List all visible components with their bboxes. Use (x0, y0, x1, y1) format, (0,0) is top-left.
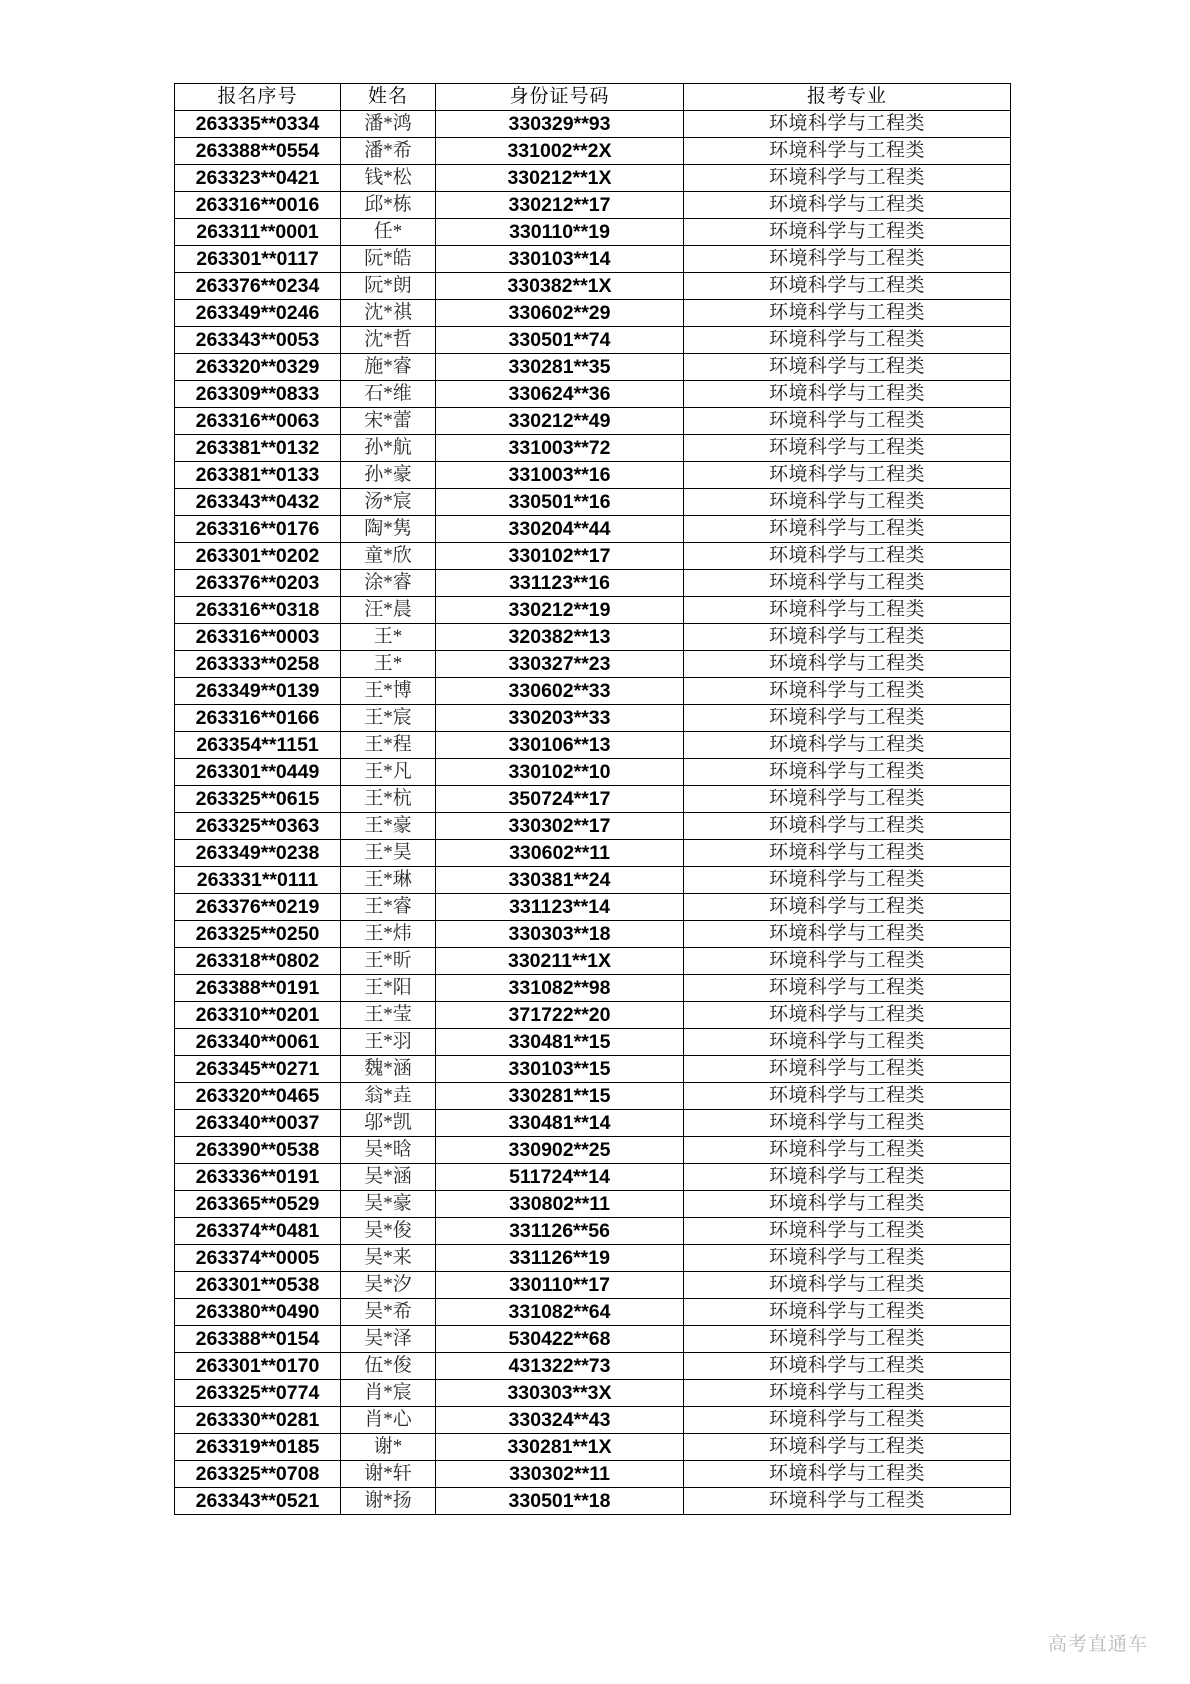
cell-seq: 263309**0833 (175, 381, 341, 408)
cell-name: 施*睿 (341, 354, 436, 381)
cell-name: 王*杭 (341, 786, 436, 813)
cell-seq: 263340**0037 (175, 1110, 341, 1137)
table-row (175, 300, 1011, 327)
table-row (175, 570, 1011, 597)
cell-seq: 263388**0191 (175, 975, 341, 1002)
cell-seq: 263331**0111 (175, 867, 341, 894)
cell-idno: 330902**25 (436, 1137, 684, 1164)
table-row (175, 1434, 1011, 1461)
table-row (175, 1191, 1011, 1218)
cell-major: 环境科学与工程类 (684, 1461, 1011, 1488)
cell-seq: 263380**0490 (175, 1299, 341, 1326)
cell-seq: 263320**0329 (175, 354, 341, 381)
cell-idno: 330203**33 (436, 705, 684, 732)
cell-name: 邬*凯 (341, 1110, 436, 1137)
table-row (175, 165, 1011, 192)
cell-seq: 263316**0003 (175, 624, 341, 651)
cell-major: 环境科学与工程类 (684, 651, 1011, 678)
cell-seq: 263374**0481 (175, 1218, 341, 1245)
table-row (175, 138, 1011, 165)
cell-seq: 263316**0016 (175, 192, 341, 219)
table-row (175, 597, 1011, 624)
cell-seq: 263301**0170 (175, 1353, 341, 1380)
cell-idno: 330204**44 (436, 516, 684, 543)
cell-idno: 330212**19 (436, 597, 684, 624)
table-row (175, 408, 1011, 435)
cell-seq: 263388**0554 (175, 138, 341, 165)
cell-name: 汪*晨 (341, 597, 436, 624)
cell-seq: 263390**0538 (175, 1137, 341, 1164)
cell-seq: 263301**0202 (175, 543, 341, 570)
column-header-seq: 报名序号 (175, 84, 341, 111)
cell-idno: 330624**36 (436, 381, 684, 408)
cell-major: 环境科学与工程类 (684, 192, 1011, 219)
cell-seq: 263316**0318 (175, 597, 341, 624)
cell-seq: 263381**0132 (175, 435, 341, 462)
table-row (175, 1002, 1011, 1029)
cell-idno: 330382**1X (436, 273, 684, 300)
cell-name: 王*阳 (341, 975, 436, 1002)
cell-major: 环境科学与工程类 (684, 381, 1011, 408)
cell-name: 潘*鸿 (341, 111, 436, 138)
cell-major: 环境科学与工程类 (684, 1191, 1011, 1218)
cell-major: 环境科学与工程类 (684, 1488, 1011, 1515)
cell-major: 环境科学与工程类 (684, 462, 1011, 489)
cell-name: 王*程 (341, 732, 436, 759)
cell-major: 环境科学与工程类 (684, 138, 1011, 165)
cell-seq: 263336**0191 (175, 1164, 341, 1191)
cell-seq: 263311**0001 (175, 219, 341, 246)
cell-major: 环境科学与工程类 (684, 408, 1011, 435)
table-row (175, 1488, 1011, 1515)
cell-name: 吴*来 (341, 1245, 436, 1272)
cell-idno: 330327**23 (436, 651, 684, 678)
cell-name: 孙*航 (341, 435, 436, 462)
cell-major: 环境科学与工程类 (684, 516, 1011, 543)
table-row (175, 192, 1011, 219)
cell-seq: 263376**0234 (175, 273, 341, 300)
cell-idno: 331082**98 (436, 975, 684, 1002)
cell-name: 肖*宸 (341, 1380, 436, 1407)
cell-major: 环境科学与工程类 (684, 1434, 1011, 1461)
cell-major: 环境科学与工程类 (684, 1110, 1011, 1137)
table-row (175, 1380, 1011, 1407)
cell-major: 环境科学与工程类 (684, 1407, 1011, 1434)
cell-name: 石*维 (341, 381, 436, 408)
cell-idno: 320382**13 (436, 624, 684, 651)
cell-major: 环境科学与工程类 (684, 1056, 1011, 1083)
cell-idno: 330212**17 (436, 192, 684, 219)
cell-seq: 263323**0421 (175, 165, 341, 192)
table-row (175, 867, 1011, 894)
cell-name: 王*昊 (341, 840, 436, 867)
cell-major: 环境科学与工程类 (684, 1299, 1011, 1326)
cell-major: 环境科学与工程类 (684, 570, 1011, 597)
table-row (175, 516, 1011, 543)
cell-seq: 263335**0334 (175, 111, 341, 138)
table-row (175, 1029, 1011, 1056)
table-row (175, 246, 1011, 273)
table-row (175, 273, 1011, 300)
cell-name: 涂*睿 (341, 570, 436, 597)
cell-seq: 263319**0185 (175, 1434, 341, 1461)
table-row (175, 921, 1011, 948)
cell-major: 环境科学与工程类 (684, 300, 1011, 327)
cell-name: 宋*蕾 (341, 408, 436, 435)
cell-idno: 330303**3X (436, 1380, 684, 1407)
cell-major: 环境科学与工程类 (684, 1029, 1011, 1056)
cell-major: 环境科学与工程类 (684, 327, 1011, 354)
table-row (175, 381, 1011, 408)
cell-idno: 330481**14 (436, 1110, 684, 1137)
cell-major: 环境科学与工程类 (684, 354, 1011, 381)
cell-major: 环境科学与工程类 (684, 543, 1011, 570)
cell-name: 魏*涵 (341, 1056, 436, 1083)
cell-name: 吴*晗 (341, 1137, 436, 1164)
cell-idno: 331002**2X (436, 138, 684, 165)
cell-name: 谢* (341, 1434, 436, 1461)
cell-idno: 330602**29 (436, 300, 684, 327)
cell-idno: 330281**35 (436, 354, 684, 381)
table-row (175, 894, 1011, 921)
cell-seq: 263301**0449 (175, 759, 341, 786)
table-row (175, 624, 1011, 651)
cell-seq: 263316**0063 (175, 408, 341, 435)
cell-seq: 263333**0258 (175, 651, 341, 678)
cell-idno: 330102**10 (436, 759, 684, 786)
table-row (175, 1299, 1011, 1326)
cell-name: 肖*心 (341, 1407, 436, 1434)
cell-idno: 331126**56 (436, 1218, 684, 1245)
cell-idno: 331126**19 (436, 1245, 684, 1272)
cell-idno: 330302**17 (436, 813, 684, 840)
cell-name: 吴*涵 (341, 1164, 436, 1191)
watermark: 高考直通车 (1047, 1633, 1148, 1655)
cell-idno: 330602**11 (436, 840, 684, 867)
cell-seq: 263343**0521 (175, 1488, 341, 1515)
cell-name: 王*博 (341, 678, 436, 705)
roster-table-container (174, 83, 1010, 1515)
cell-major: 环境科学与工程类 (684, 813, 1011, 840)
cell-seq: 263340**0061 (175, 1029, 341, 1056)
cell-seq: 263345**0271 (175, 1056, 341, 1083)
table-row (175, 1272, 1011, 1299)
cell-name: 阮*朗 (341, 273, 436, 300)
table-row (175, 705, 1011, 732)
cell-idno: 330103**14 (436, 246, 684, 273)
table-row (175, 1137, 1011, 1164)
cell-seq: 263301**0117 (175, 246, 341, 273)
cell-major: 环境科学与工程类 (684, 1272, 1011, 1299)
column-header-idno: 身份证号码 (436, 84, 684, 111)
cell-idno: 330110**19 (436, 219, 684, 246)
cell-name: 潘*希 (341, 138, 436, 165)
column-header-major: 报考专业 (684, 84, 1011, 111)
cell-idno: 330329**93 (436, 111, 684, 138)
cell-idno: 330501**74 (436, 327, 684, 354)
cell-name: 吴*希 (341, 1299, 436, 1326)
cell-name: 伍*俊 (341, 1353, 436, 1380)
cell-seq: 263320**0465 (175, 1083, 341, 1110)
cell-name: 翁*垚 (341, 1083, 436, 1110)
table-row (175, 786, 1011, 813)
cell-major: 环境科学与工程类 (684, 597, 1011, 624)
table-row (175, 759, 1011, 786)
cell-major: 环境科学与工程类 (684, 1326, 1011, 1353)
table-row (175, 1326, 1011, 1353)
table-row (175, 435, 1011, 462)
table-row (175, 1353, 1011, 1380)
cell-name: 吴*俊 (341, 1218, 436, 1245)
cell-idno: 371722**20 (436, 1002, 684, 1029)
table-row (175, 1245, 1011, 1272)
cell-name: 王*昕 (341, 948, 436, 975)
cell-major: 环境科学与工程类 (684, 705, 1011, 732)
cell-name: 王*豪 (341, 813, 436, 840)
table-row (175, 1461, 1011, 1488)
cell-idno: 330211**1X (436, 948, 684, 975)
cell-seq: 263349**0139 (175, 678, 341, 705)
table-row (175, 1407, 1011, 1434)
cell-idno: 350724**17 (436, 786, 684, 813)
cell-name: 王*炜 (341, 921, 436, 948)
cell-seq: 263316**0166 (175, 705, 341, 732)
cell-name: 沈*哲 (341, 327, 436, 354)
cell-name: 沈*祺 (341, 300, 436, 327)
cell-major: 环境科学与工程类 (684, 894, 1011, 921)
cell-seq: 263349**0246 (175, 300, 341, 327)
cell-major: 环境科学与工程类 (684, 948, 1011, 975)
cell-major: 环境科学与工程类 (684, 840, 1011, 867)
cell-major: 环境科学与工程类 (684, 435, 1011, 462)
cell-name: 王*琳 (341, 867, 436, 894)
cell-major: 环境科学与工程类 (684, 246, 1011, 273)
cell-seq: 263376**0203 (175, 570, 341, 597)
cell-seq: 263374**0005 (175, 1245, 341, 1272)
cell-major: 环境科学与工程类 (684, 165, 1011, 192)
cell-idno: 330481**15 (436, 1029, 684, 1056)
cell-name: 钱*松 (341, 165, 436, 192)
table-row (175, 1056, 1011, 1083)
cell-idno: 330281**15 (436, 1083, 684, 1110)
cell-seq: 263381**0133 (175, 462, 341, 489)
cell-major: 环境科学与工程类 (684, 1353, 1011, 1380)
cell-name: 王*凡 (341, 759, 436, 786)
cell-idno: 330324**43 (436, 1407, 684, 1434)
cell-idno: 330110**17 (436, 1272, 684, 1299)
cell-idno: 331123**16 (436, 570, 684, 597)
cell-idno: 330212**1X (436, 165, 684, 192)
table-row (175, 948, 1011, 975)
table-row (175, 813, 1011, 840)
cell-major: 环境科学与工程类 (684, 1083, 1011, 1110)
cell-name: 谢*扬 (341, 1488, 436, 1515)
cell-idno: 530422**68 (436, 1326, 684, 1353)
table-row (175, 678, 1011, 705)
cell-name: 王*宸 (341, 705, 436, 732)
table-row (175, 219, 1011, 246)
cell-seq: 263301**0538 (175, 1272, 341, 1299)
cell-idno: 330303**18 (436, 921, 684, 948)
cell-name: 谢*轩 (341, 1461, 436, 1488)
cell-idno: 330602**33 (436, 678, 684, 705)
cell-major: 环境科学与工程类 (684, 1002, 1011, 1029)
table-row (175, 732, 1011, 759)
table-row (175, 327, 1011, 354)
table-header-row (175, 84, 1011, 111)
cell-name: 孙*豪 (341, 462, 436, 489)
cell-major: 环境科学与工程类 (684, 1218, 1011, 1245)
roster-table (174, 83, 1011, 1515)
cell-name: 吴*豪 (341, 1191, 436, 1218)
cell-idno: 330501**18 (436, 1488, 684, 1515)
cell-idno: 330102**17 (436, 543, 684, 570)
cell-major: 环境科学与工程类 (684, 1380, 1011, 1407)
cell-seq: 263325**0250 (175, 921, 341, 948)
cell-major: 环境科学与工程类 (684, 273, 1011, 300)
cell-name: 吴*泽 (341, 1326, 436, 1353)
cell-idno: 330501**16 (436, 489, 684, 516)
cell-major: 环境科学与工程类 (684, 1137, 1011, 1164)
cell-seq: 263330**0281 (175, 1407, 341, 1434)
cell-name: 王* (341, 624, 436, 651)
cell-name: 邱*栋 (341, 192, 436, 219)
table-row (175, 489, 1011, 516)
cell-major: 环境科学与工程类 (684, 975, 1011, 1002)
cell-name: 吴*汐 (341, 1272, 436, 1299)
cell-seq: 263343**0053 (175, 327, 341, 354)
table-row (175, 543, 1011, 570)
cell-name: 王*羽 (341, 1029, 436, 1056)
table-header (175, 84, 1011, 111)
cell-major: 环境科学与工程类 (684, 921, 1011, 948)
cell-idno: 330212**49 (436, 408, 684, 435)
cell-name: 王*睿 (341, 894, 436, 921)
cell-idno: 331003**16 (436, 462, 684, 489)
cell-major: 环境科学与工程类 (684, 489, 1011, 516)
table-row (175, 975, 1011, 1002)
table-row (175, 1218, 1011, 1245)
cell-seq: 263325**0774 (175, 1380, 341, 1407)
table-row (175, 354, 1011, 381)
cell-major: 环境科学与工程类 (684, 786, 1011, 813)
cell-idno: 330103**15 (436, 1056, 684, 1083)
table-row (175, 651, 1011, 678)
cell-seq: 263325**0363 (175, 813, 341, 840)
cell-seq: 263318**0802 (175, 948, 341, 975)
cell-idno: 330802**11 (436, 1191, 684, 1218)
cell-idno: 330281**1X (436, 1434, 684, 1461)
table-row (175, 1164, 1011, 1191)
cell-idno: 330381**24 (436, 867, 684, 894)
cell-major: 环境科学与工程类 (684, 678, 1011, 705)
cell-idno: 331003**72 (436, 435, 684, 462)
cell-name: 汤*宸 (341, 489, 436, 516)
table-row (175, 1110, 1011, 1137)
cell-seq: 263310**0201 (175, 1002, 341, 1029)
cell-name: 童*欣 (341, 543, 436, 570)
cell-major: 环境科学与工程类 (684, 867, 1011, 894)
cell-name: 阮*皓 (341, 246, 436, 273)
cell-idno: 330302**11 (436, 1461, 684, 1488)
table-body (175, 111, 1011, 1515)
cell-idno: 431322**73 (436, 1353, 684, 1380)
cell-seq: 263376**0219 (175, 894, 341, 921)
cell-seq: 263354**1151 (175, 732, 341, 759)
cell-seq: 263365**0529 (175, 1191, 341, 1218)
cell-seq: 263349**0238 (175, 840, 341, 867)
cell-idno: 511724**14 (436, 1164, 684, 1191)
table-row (175, 111, 1011, 138)
cell-major: 环境科学与工程类 (684, 732, 1011, 759)
cell-idno: 331082**64 (436, 1299, 684, 1326)
cell-major: 环境科学与工程类 (684, 1245, 1011, 1272)
cell-name: 王*莹 (341, 1002, 436, 1029)
cell-seq: 263316**0176 (175, 516, 341, 543)
cell-idno: 331123**14 (436, 894, 684, 921)
cell-name: 陶*隽 (341, 516, 436, 543)
cell-major: 环境科学与工程类 (684, 759, 1011, 786)
column-header-name: 姓名 (341, 84, 436, 111)
cell-seq: 263388**0154 (175, 1326, 341, 1353)
cell-name: 任* (341, 219, 436, 246)
cell-seq: 263343**0432 (175, 489, 341, 516)
cell-seq: 263325**0708 (175, 1461, 341, 1488)
cell-major: 环境科学与工程类 (684, 111, 1011, 138)
cell-major: 环境科学与工程类 (684, 1164, 1011, 1191)
cell-name: 王* (341, 651, 436, 678)
cell-idno: 330106**13 (436, 732, 684, 759)
table-row (175, 840, 1011, 867)
table-row (175, 1083, 1011, 1110)
table-row (175, 462, 1011, 489)
cell-major: 环境科学与工程类 (684, 219, 1011, 246)
cell-seq: 263325**0615 (175, 786, 341, 813)
cell-major: 环境科学与工程类 (684, 624, 1011, 651)
